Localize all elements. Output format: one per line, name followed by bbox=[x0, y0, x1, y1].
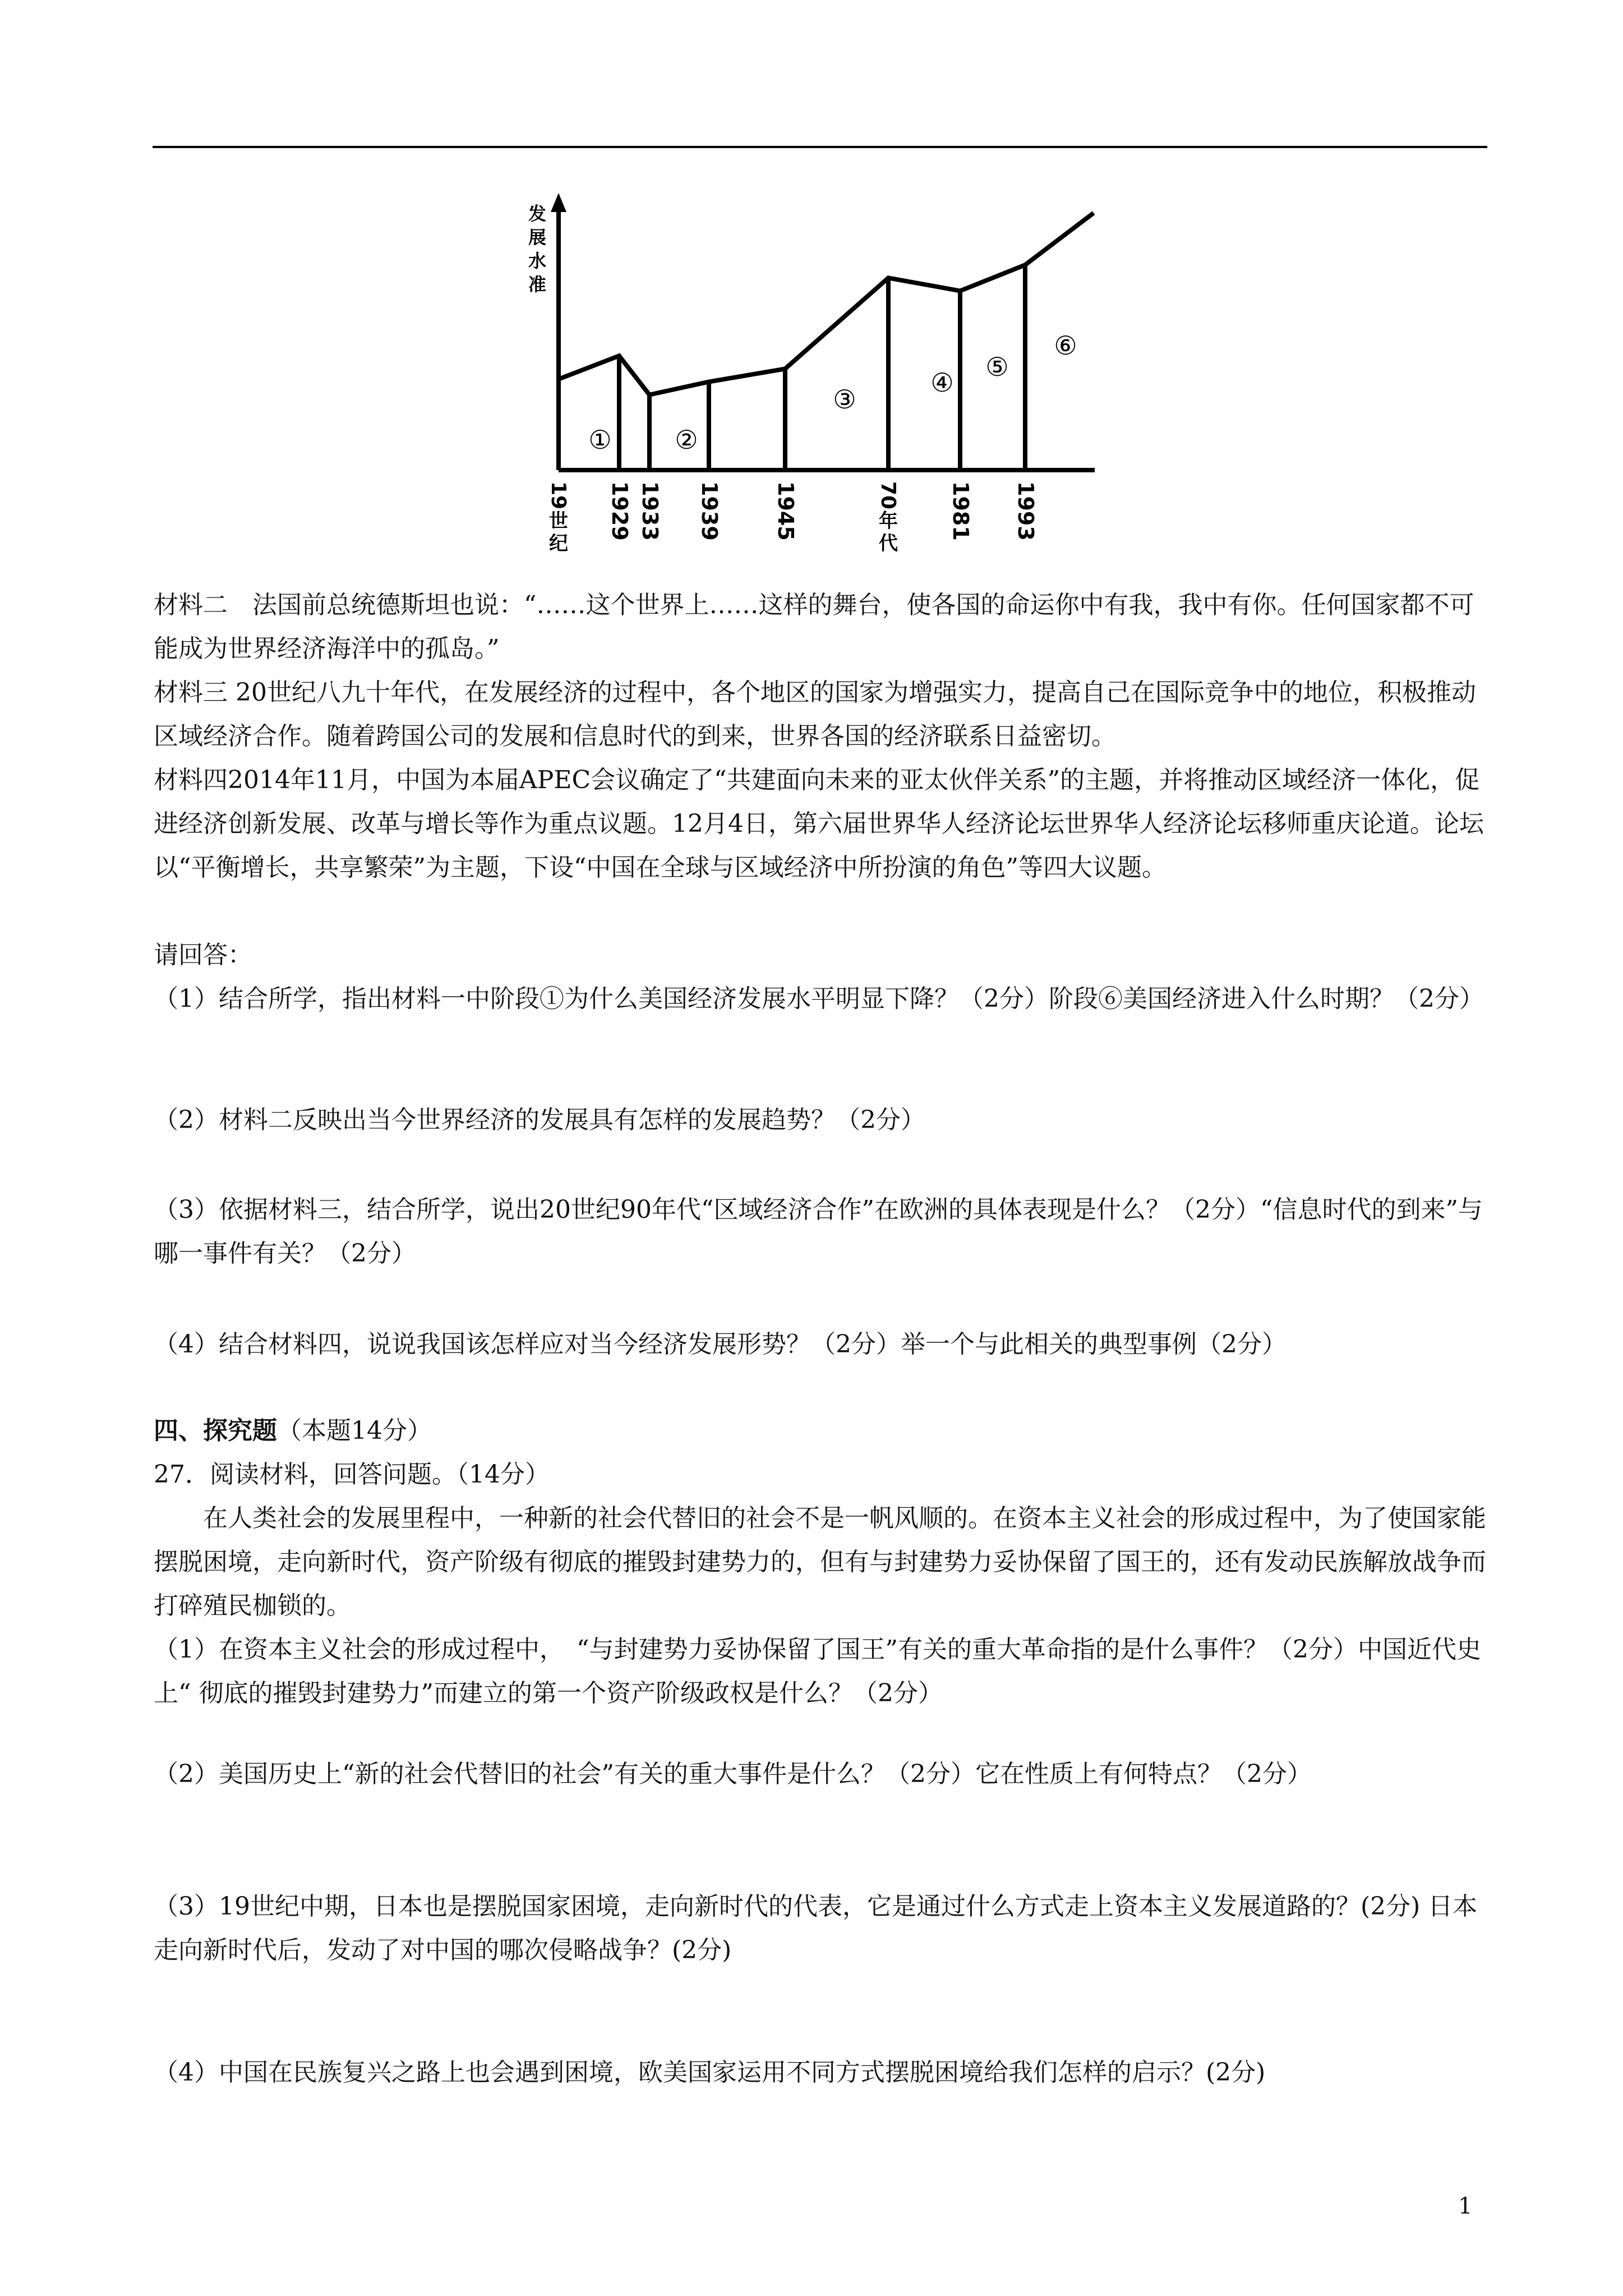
material-3: 材料三 20世纪八九十年代，在发展经济的过程中，各个地区的国家为增强实力，提高自己在国际竞争中的地位，积极推动区域经济合作。随着跨国公司的发展和信息时代的到来，世界各国的经济联系日益密切。 bbox=[154, 678, 1476, 751]
y-axis-label-char: 展 bbox=[528, 227, 547, 248]
question-1: （1）结合所学，指出材料一中阶段①为什么美国经济发展水平明显下降？（2分）阶段⑥美国经济进入什么时期？（2分） bbox=[154, 984, 1484, 1013]
stage-label: ⑥ bbox=[1054, 330, 1077, 361]
x-tick-label: 1933 bbox=[638, 481, 662, 541]
question-27-1: （1）在资本主义社会的形成过程中， “与封建势力妥协保留了国王”有关的重大革命指的是什么事件？（2分）中国近代史上“ 彻底的摧毁封建势力”而建立的第一个资产阶级政权是什么？（2分） bbox=[154, 1635, 1481, 1708]
header-rule bbox=[153, 146, 1487, 148]
question-27-2: （2）美国历史上“新的社会代替旧的社会”有关的重大事件是什么？（2分）它在性质上有何特点？（2分） bbox=[154, 1760, 1312, 1788]
question-3: （3）依据材料三，结合所学，说出20世纪90年代“区域经济合作”在欧洲的具体表现是什么？（2分）“信息时代的到来”与哪一事件有关？（2分） bbox=[154, 1195, 1483, 1268]
y-axis-label-char: 发 bbox=[528, 203, 547, 224]
stage-label: ② bbox=[675, 425, 698, 455]
series-line bbox=[559, 213, 1094, 395]
section-4-heading bbox=[154, 1409, 1488, 1453]
section-4-title: 四、探究题 bbox=[154, 1416, 277, 1445]
question-27-4: （4）中国在民族复兴之路上也会遇到困境，欧美国家运用不同方式摆脱困境给我们怎样的启示？(2分) bbox=[154, 2058, 1266, 2087]
x-tick-label: 1981 bbox=[948, 481, 973, 541]
x-tick-label: 70 bbox=[877, 481, 900, 510]
question-4: （4）结合材料四，说说我国该怎样应对当今经济发展形势？（2分）举一个与此相关的典型事例（2分） bbox=[154, 1330, 1287, 1359]
y-axis-arrow bbox=[551, 193, 566, 212]
x-tick-label-char: 纪 bbox=[549, 532, 568, 555]
x-tick-label: 1939 bbox=[697, 481, 722, 541]
x-tick-label: 1929 bbox=[607, 481, 632, 541]
question-27-3: （3）19世纪中期，日本也是摆脱国家困境，走向新时代的代表，它是通过什么方式走上资本主义发展道路的？(2分) 日本走向新时代后，发动了对中国的哪次侵略战争？(2分) bbox=[154, 1892, 1478, 1964]
x-tick-label: 1945 bbox=[773, 481, 798, 541]
x-tick-label: 1993 bbox=[1013, 481, 1038, 541]
us-economy-chart bbox=[527, 185, 1116, 572]
question-2: （2）材料二反映出当今世界经济的发展具有怎样的发展趋势？（2分） bbox=[154, 1106, 925, 1134]
x-tick-label-char: 代 bbox=[879, 532, 898, 555]
x-tick-label-char: 世 bbox=[549, 510, 568, 532]
page-number: 1 bbox=[1458, 2193, 1473, 2219]
stage-label: ① bbox=[588, 425, 612, 455]
material-4: 材料四2014年11月，中国为本届APEC会议确定了“共建面向未来的亚太伙伴关系”的主题，并将推动区域经济一体化，促进经济创新发展、改革与增长等作为重点议题。12月4日，第六届世界华人经济论坛世界华人经济论坛移师重庆论道。论坛以“平衡增长，共享繁荣”为主题，下设“中国在全球与区域经济中所扮演的角色”等四大议题。 bbox=[154, 766, 1484, 882]
x-tick-label: 19 bbox=[547, 481, 570, 510]
answer-prompt: 请回答： bbox=[154, 941, 252, 969]
stage-label: ④ bbox=[930, 367, 954, 398]
stage-label: ③ bbox=[833, 384, 856, 415]
question-27-intro: 在人类社会的发展里程中，一种新的社会代替旧的社会不是一帆风顺的。在资本主义社会的形成过程中，为了使国家能摆脱困境，走向新时代，资产阶级有彻底的摧毁封建势力的，但有与封建势力妥协保留了国王的，还有发动民族解放战争而打碎殖民枷锁的。 bbox=[154, 1504, 1486, 1620]
stage-label: ⑤ bbox=[985, 352, 1009, 382]
section-4-score: （本题14分） bbox=[277, 1416, 432, 1445]
material-2: 材料二 法国前总统德斯坦也说：“……这个世界上……这样的舞台，使各国的命运你中有我，我中有你。任何国家都不可能成为世界经济海洋中的孤岛。” bbox=[154, 591, 1474, 663]
y-axis-label-char: 准 bbox=[528, 274, 547, 295]
y-axis-label-char: 水 bbox=[528, 250, 547, 272]
x-tick-label-char: 年 bbox=[879, 510, 898, 532]
question-27: 27．阅读材料，回答问题。（14分） bbox=[154, 1460, 550, 1489]
